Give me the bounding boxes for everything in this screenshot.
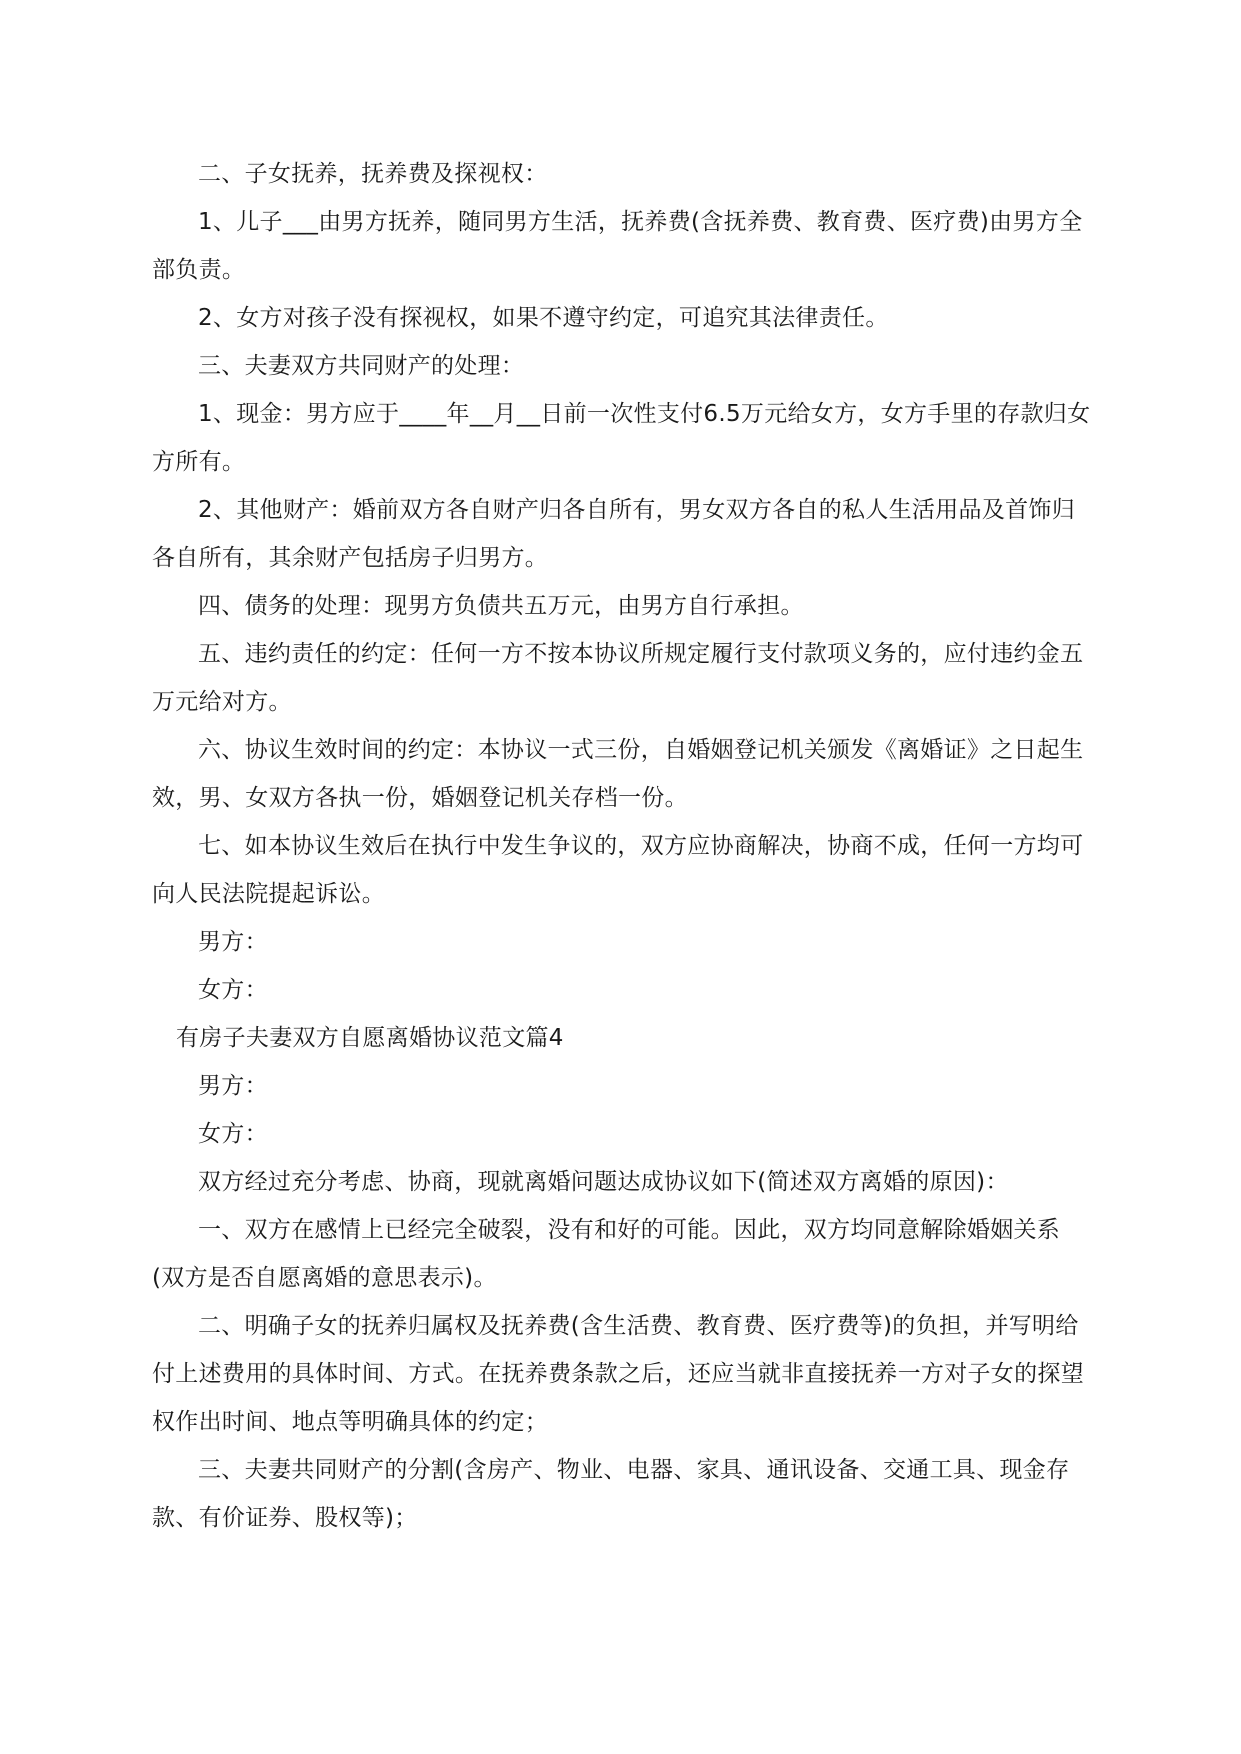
paragraph-agreement-intro: 双方经过充分考虑、协商，现就离婚问题达成协议如下(简述双方离婚的原因)：	[198, 1169, 1009, 1195]
signature-female: 女方：	[198, 977, 268, 1003]
paragraph-custody-terms: 二、明确子女的抚养归属权及抚养费(含生活费、教育费、医疗费等)的负担，并写明给付上述费用的具体时间、方式。在抚养费条款之后，还应当就非直接抚养一方对子女的探望权作出时间、地点等明确具体的约定；	[152, 1313, 1084, 1435]
paragraph-breach: 五、违约责任的约定：任何一方不按本协议所规定履行支付款项义务的，应付违约金五万元给对方。	[152, 641, 1084, 715]
paragraph-son-custody: 1、儿子___由男方抚养，随同男方生活，抚养费(含抚养费、教育费、医疗费)由男方全部负责。	[152, 209, 1083, 283]
paragraph-dispute: 七、如本协议生效后在执行中发生争议的，双方应协商解决，协商不成，任何一方均可向人民法院提起诉讼。	[152, 833, 1084, 907]
document-body	[152, 150, 1092, 1542]
paragraph-child-custody-heading: 二、子女抚养，抚养费及探视权：	[198, 161, 548, 187]
paragraph-effective-date: 六、协议生效时间的约定：本协议一式三份，自婚姻登记机关颁发《离婚证》之日起生效，男、女双方各执一份，婚姻登记机关存档一份。	[152, 737, 1084, 811]
section-title: 有房子夫妻双方自愿离婚协议范文篇4	[176, 1025, 564, 1051]
signature-male: 男方：	[198, 929, 268, 955]
paragraph-property-heading: 三、夫妻双方共同财产的处理：	[198, 353, 525, 379]
paragraph-property-division: 三、夫妻共同财产的分割(含房产、物业、电器、家具、通讯设备、交通工具、现金存款、有价证券、股权等)；	[152, 1457, 1070, 1531]
paragraph-debt: 四、债务的处理：现男方负债共五万元，由男方自行承担。	[198, 593, 804, 619]
paragraph-other-property: 2、其他财产：婚前双方各自财产归各自所有，男女双方各自的私人生活用品及首饰归各自所有，其余财产包括房子归男方。	[152, 497, 1076, 571]
paragraph-visitation: 2、女方对孩子没有探视权，如果不遵守约定，可追究其法律责任。	[198, 305, 889, 331]
party-male: 男方：	[198, 1073, 268, 1099]
party-female: 女方：	[198, 1121, 268, 1147]
paragraph-cash: 1、现金：男方应于____年__月__日前一次性支付6.5万元给女方，女方手里的存款归女方所有。	[152, 401, 1091, 475]
paragraph-relationship: 一、双方在感情上已经完全破裂，没有和好的可能。因此，双方均同意解除婚姻关系(双方是否自愿离婚的意思表示)。	[152, 1217, 1061, 1291]
